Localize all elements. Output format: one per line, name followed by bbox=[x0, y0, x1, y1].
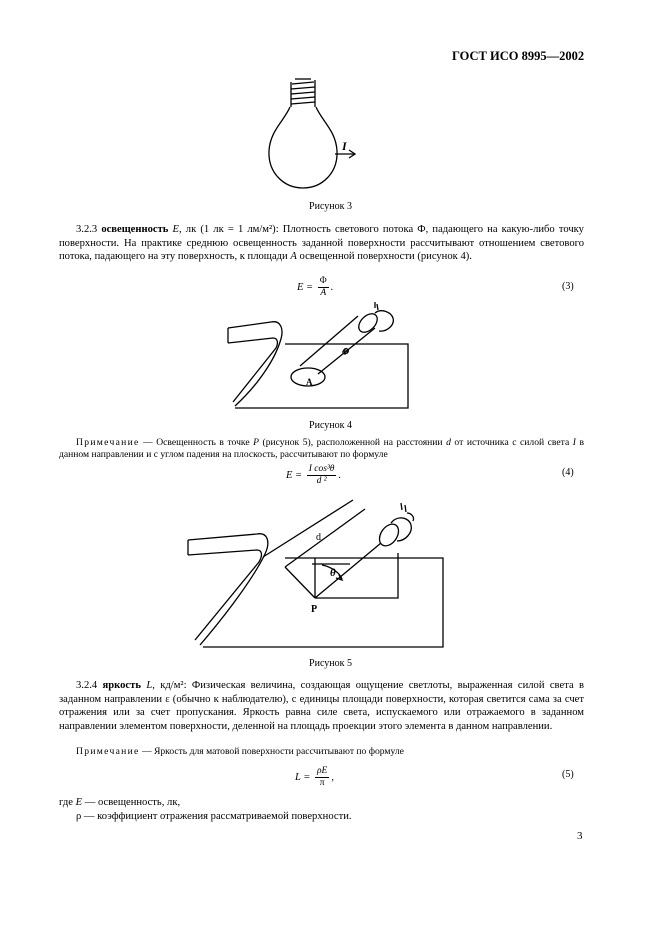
formula-5-number: (5) bbox=[562, 769, 574, 780]
figure-3-caption: Рисунок 3 bbox=[309, 201, 352, 212]
term-illuminance: освещенность bbox=[101, 224, 169, 235]
note-1: Примечание — Освещенность в точке P (рисунок 5), расположенной на расстоянии d от источника с силой света I в данном направлении и с углом падения на плоскость, рассчитывают по формуле bbox=[59, 437, 584, 461]
formula-3: E = $\frac{\Phi}{A}$ . bbox=[297, 276, 334, 298]
section-3-2-4: 3.2.4 яркость L, кд/м²: Физическая величина, создающая ощущение светлоты, выраженная силой света в заданном направлении ε (обычно к наблюдателю), с единицы площади поверхности, которая светится сама за счет отражения или за счет пропускания. Яркость равна силе света, испускаемого или отражаемого в заданном направлении элементом поверхности, деленной на площадь проекции этого элемента в данном направлении. bbox=[59, 680, 584, 732]
formula-5: L = $\frac{\rho E}{\pi}$ , bbox=[295, 766, 334, 788]
page-number: 3 bbox=[577, 830, 583, 842]
figure-4-illuminated-surface bbox=[225, 298, 415, 413]
formula-3-number: (3) bbox=[562, 281, 574, 292]
figure-4-label-area: A bbox=[306, 377, 313, 387]
formula-4: E = $\frac{\text{I cos³θ}}{\text{d ²}}$ . bbox=[286, 464, 342, 486]
section-3-2-3: 3.2.3 освещенность E, лк (1 лк = 1 лм/м²): Плотность светового потока Ф, падающего на какую-либо точку поверхности. На практике среднюю освещенность заданной поверхности рассчитывают отношением светового потока, падающего на эту поверхность, к площади A освещенной поверхности (рисунок 4). bbox=[59, 224, 584, 263]
term-luminance: яркость bbox=[102, 680, 141, 691]
figure-5-label-theta: θ bbox=[330, 567, 336, 579]
note-2: Примечание — Яркость для матовой поверхности рассчитывают по формуле bbox=[76, 746, 404, 757]
figure-3-lightbulb bbox=[262, 76, 372, 196]
figure-5-caption: Рисунок 5 bbox=[309, 658, 352, 669]
where-line-1: где E — освещенность, лк, bbox=[59, 797, 181, 808]
figure-5-label-p: P bbox=[311, 604, 318, 615]
where-line-2: ρ — коэффициент отражения рассматриваемой поверхности. bbox=[76, 811, 352, 822]
figure-4-caption: Рисунок 4 bbox=[309, 420, 352, 431]
figure-5-label-d: d bbox=[316, 532, 321, 543]
figure-3-label-i: I bbox=[342, 139, 347, 153]
document-id: ГОСТ ИСО 8995—2002 bbox=[452, 49, 585, 63]
formula-4-number: (4) bbox=[562, 467, 574, 478]
figure-4-label-flux: Φ bbox=[342, 348, 348, 357]
figure-5-point-illumination bbox=[185, 495, 450, 655]
